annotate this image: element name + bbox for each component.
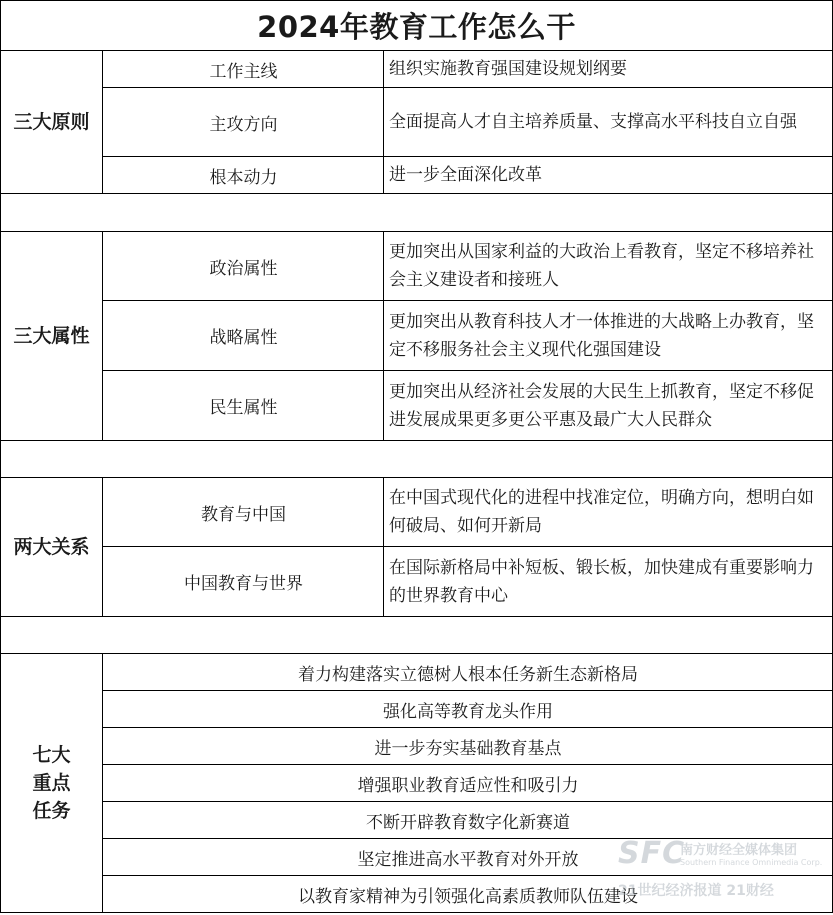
border-line	[0, 0, 1, 913]
relation-text: 在国际新格局中补短板、锻长板，加快建成有重要影响力的世界教育中心	[389, 557, 814, 606]
border-line	[383, 50, 384, 194]
border-line	[103, 87, 833, 88]
border-line	[0, 440, 833, 441]
task-item: 增强职业教育适应性和吸引力	[357, 775, 579, 796]
border-line	[102, 477, 103, 617]
border-line	[0, 0, 833, 1]
border-line	[103, 690, 833, 691]
attribute-text: 更加突出从国家利益的大政治上看教育，坚定不移培养社会主义建设者和接班人	[389, 242, 814, 290]
border-line	[103, 875, 833, 876]
border-line	[103, 370, 833, 371]
relation-label: 中国教育与世界	[184, 574, 303, 594]
border-line	[0, 616, 833, 617]
principle-text: 组织实施教育强国建设规划纲要	[389, 59, 627, 79]
watermark-line2: 21世纪经济报道 21财经	[618, 883, 774, 899]
task-item: 不断开辟教育数字化新赛道	[366, 812, 570, 833]
attribute-label: 战略属性	[209, 328, 278, 348]
border-line	[103, 727, 833, 728]
border-line	[383, 231, 384, 441]
border-line	[0, 912, 833, 913]
principle-text: 全面提高人才自主培养质量、支撑高水平科技自立自强	[389, 112, 797, 132]
border-line	[103, 838, 833, 839]
attribute-text: 更加突出从教育科技人才一体推进的大战略上办教育，坚定不移服务社会主义现代化强国建设	[389, 311, 814, 360]
border-line	[103, 764, 833, 765]
task-item: 以教育家精神为引领强化高素质教师队伍建设	[298, 886, 638, 907]
principle-label: 主攻方向	[209, 114, 278, 135]
task-item: 强化高等教育龙头作用	[383, 701, 553, 722]
task-item: 着力构建落实立德树人根本任务新生态新格局	[298, 664, 638, 685]
attribute-label: 政治属性	[209, 258, 278, 279]
category-tasks	[0, 654, 103, 912]
border-line	[103, 801, 833, 802]
relation-label: 教育与中国	[201, 504, 286, 525]
border-line	[0, 193, 833, 194]
category-principles: 三大原则	[13, 111, 90, 133]
attribute-text: 更加突出从经济社会发展的大民生上抓教育，坚定不移促进发展成果更多更公平惠及最广大人民群众	[389, 381, 814, 430]
principle-text: 进一步全面深化改革	[389, 165, 542, 185]
category-relations: 两大关系	[13, 536, 90, 558]
attribute-label: 民生属性	[209, 398, 278, 418]
border-line	[103, 300, 833, 301]
border-line	[102, 653, 103, 913]
watermark-name-en: Southern Finance Omnimedia Corp.	[680, 858, 823, 867]
border-line	[0, 50, 833, 51]
principle-label: 根本动力	[209, 167, 278, 188]
border-line	[102, 50, 103, 194]
category-attributes: 三大属性	[13, 325, 90, 347]
relation-text: 在中国式现代化的进程中找准定位，明确方向，想明白如何破局、如何开新局	[389, 488, 814, 536]
table-title: 2024年教育工作怎么干	[257, 9, 576, 44]
border-line	[0, 477, 833, 478]
task-item: 坚定推进高水平教育对外开放	[357, 849, 579, 870]
border-line	[102, 231, 103, 441]
watermark-name-cn: 南方财经全媒体集团	[680, 843, 798, 858]
border-line	[383, 477, 384, 617]
watermark-logo: SFC	[618, 836, 686, 871]
border-line	[0, 231, 833, 232]
task-item: 进一步夯实基础教育基点	[374, 738, 562, 759]
border-line	[0, 653, 833, 654]
border-line	[103, 546, 833, 547]
category-tasks-label: 七大重点任务	[32, 744, 71, 822]
principle-label: 工作主线	[209, 61, 278, 82]
border-line	[103, 156, 833, 157]
